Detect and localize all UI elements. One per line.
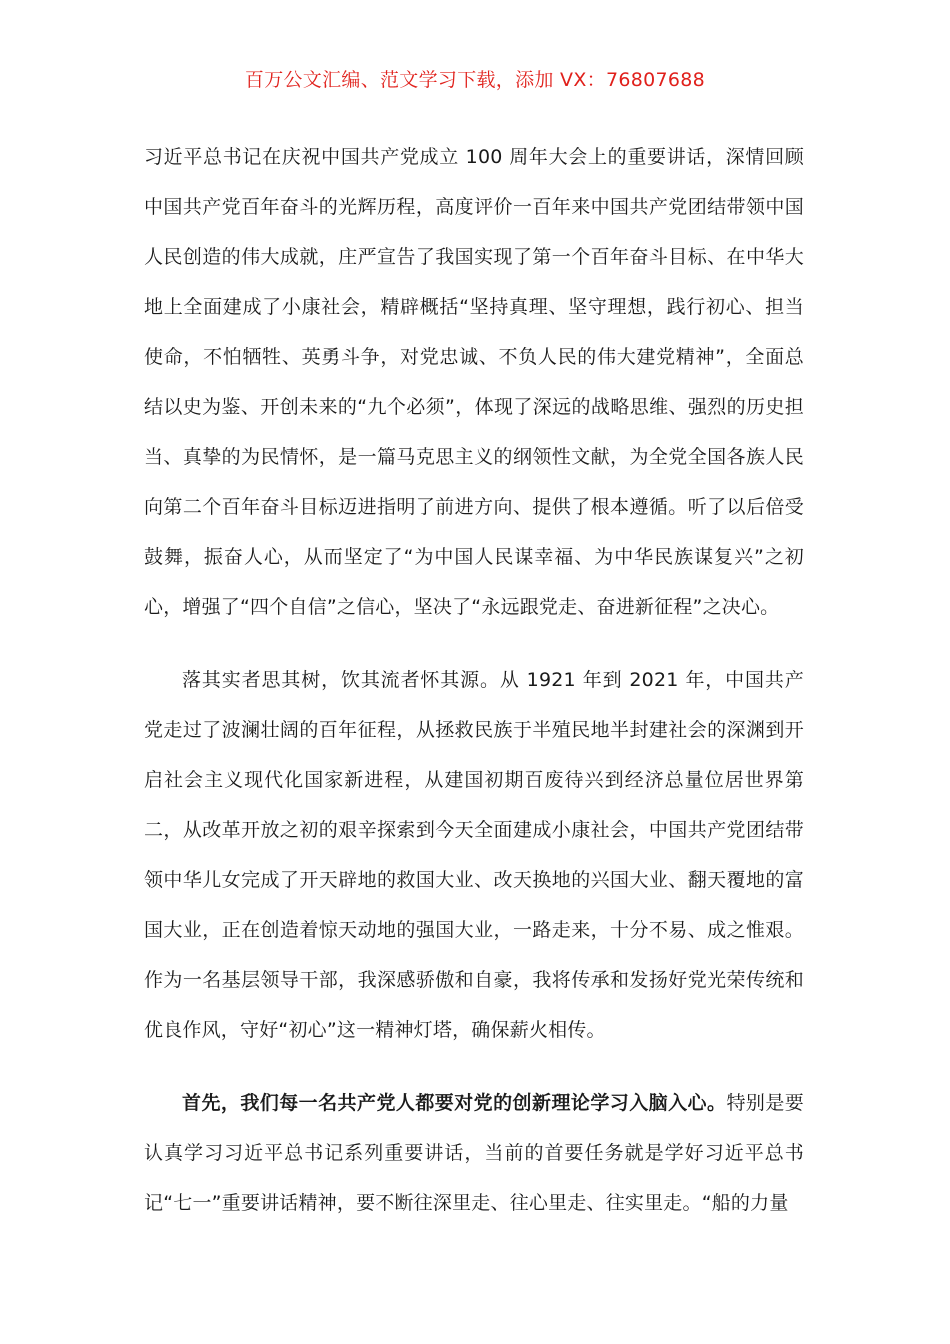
paragraph-1-text: 习近平总书记在庆祝中国共产党成立 100 周年大会上的重要讲话，深情回顾中国共产党百年奋斗的光辉历程，高度评价一百年来中国共产党团结带领中国人民创造的伟大成就，庄严宣告了我国实现了第一个百年奋斗目标、在中华大地上全面建成了小康社会，精辟概括“坚持真理、坚守理想，践行初心、担当使命，不怕牺牲、英勇斗争，对党忠诚、不负人民的伟大建党精神”，全面总结以史为鉴、开创未来的“九个必须”，体现了深远的战略思维、强烈的历史担当、真挚的为民情怀，是一篇马克思主义的纲领性文献，为全党全国各族人民向第二个百年奋斗目标迈进指明了前进方向、提供了根本遵循。听了以后倍受鼓舞，振奋人心，从而坚定了“为中国人民谋幸福、为中华民族谋复兴”之初心，增强了“四个自信”之信心，坚决了“永远跟党走、奋进新征程”之决心。 xyxy=(144,146,804,618)
paragraph-2-text: 落其实者思其树，饮其流者怀其源。从 1921 年到 2021 年，中国共产党走过了波澜壮阔的百年征程，从拯救民族于半殖民地半封建社会的深渊到开启社会主义现代化国家新进程，从建国初期百废待兴到经济总量位居世界第二，从改革开放之初的艰辛探索到今天全面建成小康社会，中国共产党团结带领中华儿女完成了开天辟地的救国大业、改天换地的兴国大业、翻天覆地的富国大业，正在创造着惊天动地的强国大业，一路走来，十分不易、成之惟艰。作为一名基层领导干部，我深感骄傲和自豪，我将传承和发扬好党光荣传统和优良作风，守好“初心”这一精神灯塔，确保薪火相传。 xyxy=(144,669,804,1041)
paragraph-3-bold-lead: 首先，我们每一名共产党人都要对党的创新理论学习入脑入心。 xyxy=(182,1092,727,1114)
paragraph-3 xyxy=(144,1078,804,1228)
download-notice-header: 百万公文汇编、范文学习下载，添加 VX：76807688 xyxy=(244,69,706,91)
paragraph-2 xyxy=(144,655,804,1055)
paragraph-3-text: 特别是要认真学习习近平总书记系列重要讲话，当前的首要任务就是学好习近平总书记“七一”重要讲话精神，要不断往深里走、往心里走、往实里走。“船的力量 xyxy=(144,1092,804,1214)
document-body xyxy=(144,132,804,1228)
paragraph-1 xyxy=(144,132,804,632)
